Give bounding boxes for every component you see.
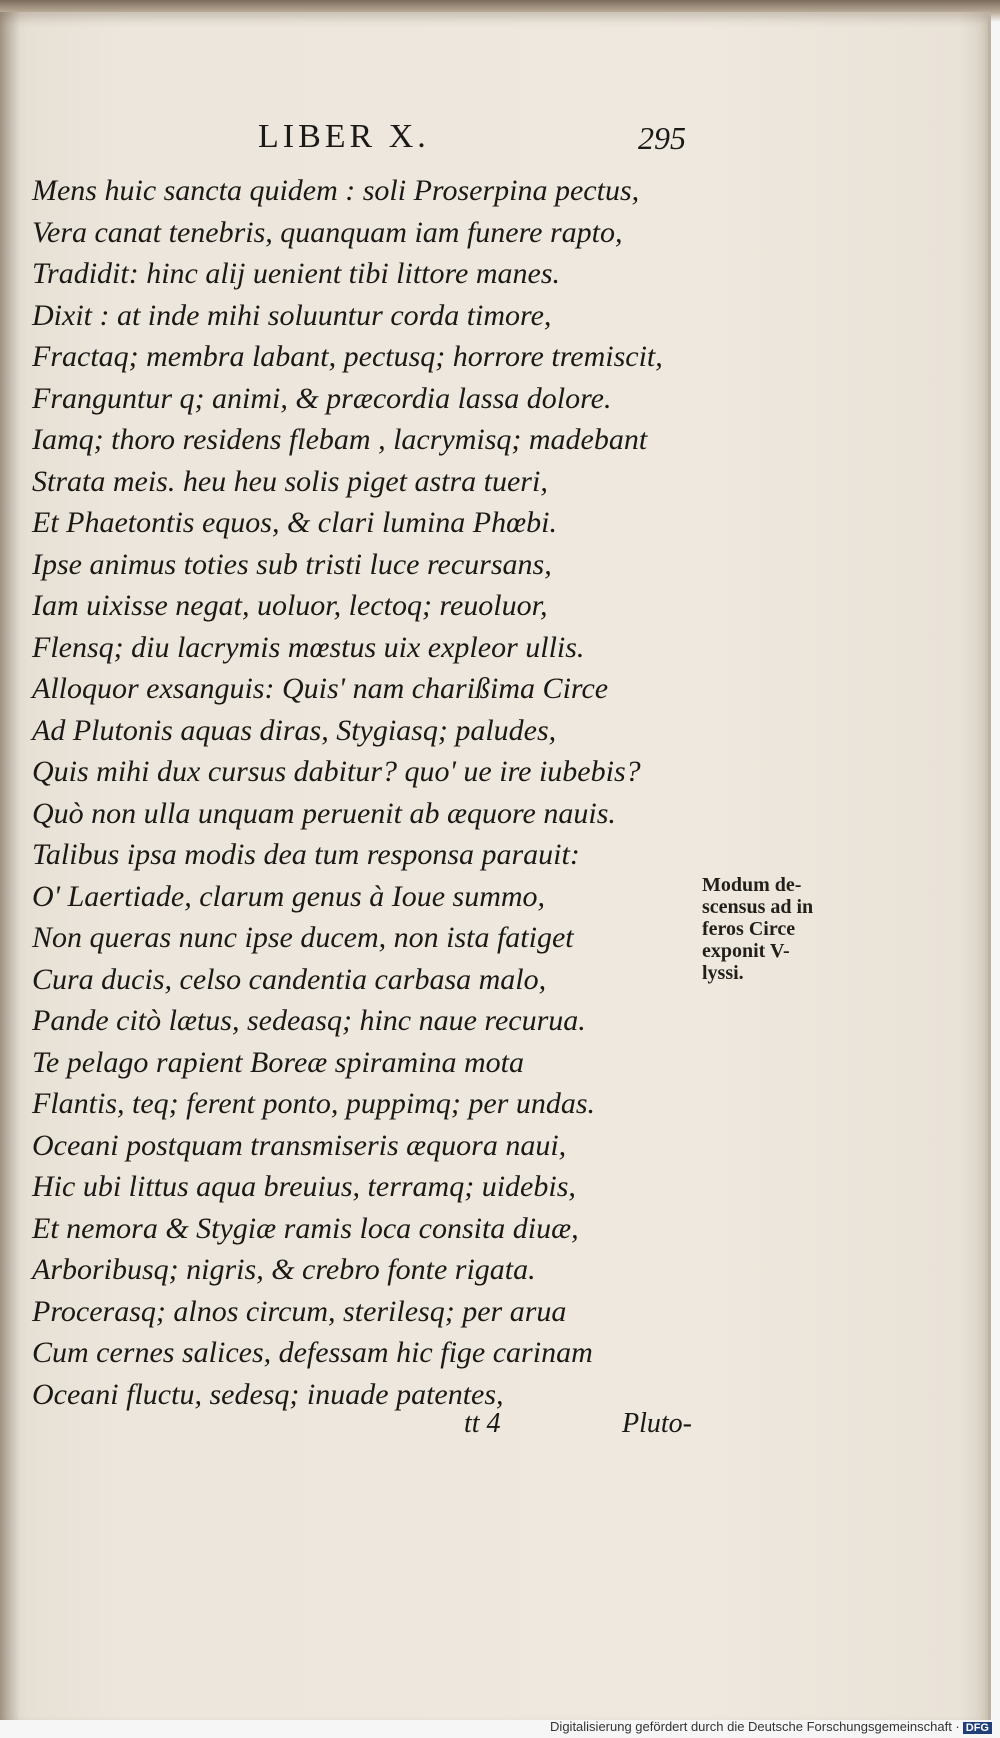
verse-line: Et Phaetontis equos, & clari lumina Phœbi. [32, 506, 557, 539]
verse-line: Franguntur q; animi, & præcordia lassa dolore. [32, 381, 612, 415]
digitization-credit [550, 1719, 992, 1734]
verse-line: Cura ducis, celso candentia carbasa malo, [32, 962, 547, 996]
verse-line: Flensq; diu lacrymis mœstus uix expleor ullis. [32, 630, 585, 664]
verse-line: Non queras nunc ipse ducem, non ista fatiget [32, 921, 574, 954]
spine-shadow [0, 12, 20, 1720]
marginal-note: Modum de- scensus ad in feros Circe exponit V- lyssi. [702, 874, 814, 984]
verse-text [32, 170, 722, 1415]
verse-line: Ad Plutonis aquas diras, Stygiasq; paludes, [32, 713, 557, 747]
verse-line: Quis mihi dux cursus dabitur? quo' ue ire iubebis? [32, 755, 641, 788]
verse-line: Fractaq; membra labant, pectusq; horrore tremiscit, [32, 340, 663, 373]
verse-line: Oceani postquam transmiseris æquora naui, [32, 1128, 567, 1162]
signature-mark: tt 4 [464, 1408, 501, 1439]
verse-line: Pande citò lætus, sedeasq; hinc naue recurua. [32, 1004, 586, 1037]
verse-line: Hic ubi littus aqua breuius, terramq; uidebis, [32, 1170, 576, 1203]
book-page [0, 12, 991, 1720]
verse-line: Oceani fluctu, sedesq; inuade patentes, [32, 1377, 504, 1411]
page-header [258, 118, 698, 168]
verse-line: Flantis, teq; ferent ponto, puppimq; per undas. [32, 1087, 595, 1120]
verse-line: Ipse animus toties sub tristi luce recursans, [32, 547, 552, 581]
verse-line: Iam uixisse negat, uoluor, lectoq; reuoluor, [32, 589, 548, 622]
verse-line: Arboribusq; nigris, & crebro fonte rigata. [32, 1253, 536, 1286]
verse-line: Alloquor exsanguis: Quis' nam charißima Circe [32, 672, 609, 705]
verse-line: Dixit : at inde mihi soluuntur corda timore, [32, 298, 552, 332]
running-head: LIBER X. [258, 118, 430, 155]
verse-line: O' Laertiade, clarum genus à Ioue summo, [32, 879, 546, 913]
verse-line: Tradidit: hinc alij uenient tibi littore manes. [32, 257, 561, 290]
verse-line: Talibus ipsa modis dea tum responsa parauit: [32, 838, 580, 871]
credit-text: Digitalisierung gefördert durch die Deutsche Forschungsgemeinschaft · [550, 1719, 960, 1734]
verse-line: Vera canat tenebris, quanquam iam funere rapto, [32, 215, 623, 249]
verse-line: Et nemora & Stygiæ ramis loca consita diuæ, [32, 1211, 579, 1245]
verse-line: Iamq; thoro residens flebam , lacrymisq; madebant [32, 423, 648, 456]
dfg-logo: DFG [963, 1722, 992, 1734]
verse-line: Mens huic sancta quidem : soli Proserpina pectus, [32, 174, 640, 207]
verse-line: Procerasq; alnos circum, sterilesq; per arua [32, 1294, 567, 1328]
verse-line: Cum cernes salices, defessam hic fige carinam [32, 1336, 593, 1369]
verse-line: Te pelago rapient Boreæ spiramina mota [32, 1045, 524, 1079]
catchword: Pluto- [622, 1408, 692, 1439]
verse-line: Quò non ulla unquam peruenit ab æquore nauis. [32, 796, 616, 830]
page-number: 295 [638, 120, 686, 156]
verse-line: Strata meis. heu heu solis piget astra tueri, [32, 464, 548, 498]
